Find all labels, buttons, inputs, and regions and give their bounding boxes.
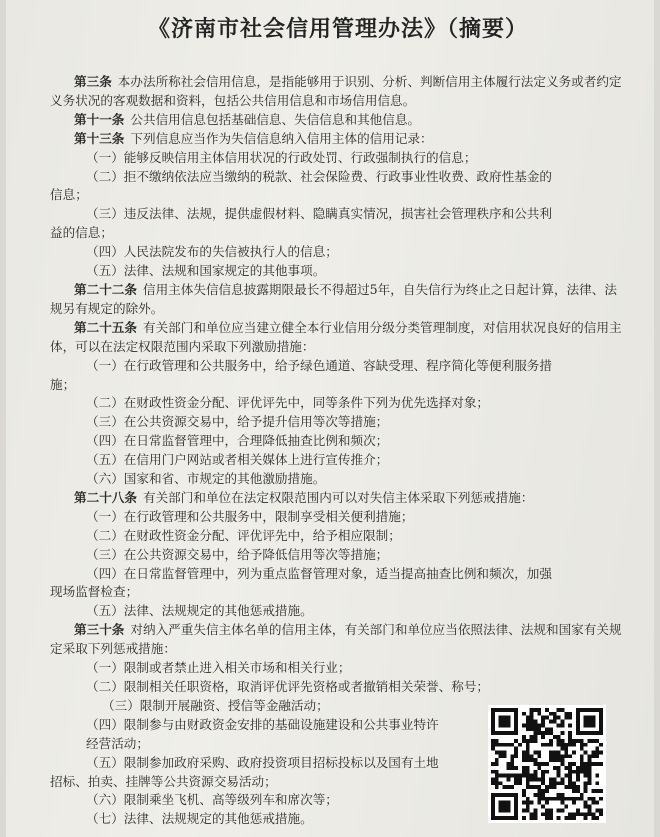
article-label: 第十一条 <box>74 111 125 127</box>
list-item-continuation: 现场监督检查； <box>50 584 139 600</box>
list-item-continuation: 招标、拍卖、挂牌等公共资源交易活动； <box>50 773 277 789</box>
list-item: （一）限制或者禁止进入相关市场和相关行业； <box>86 660 351 676</box>
article-text: 公共信用信息包括基础信息、失信信息和其他信息。 <box>130 111 421 127</box>
document-page <box>6 0 654 837</box>
list-item: （七）法律、法规规定的其他惩戒措施。 <box>86 811 313 827</box>
list-item-continuation: 益的信息； <box>50 225 113 241</box>
list-item: （二）在财政性资金分配、评优评先中，给予相应限制； <box>86 527 401 543</box>
article-22 <box>50 281 626 319</box>
article-label: 第三条 <box>74 74 112 89</box>
list-item: （五）限制参加政府采购、政府投资项目招标投标以及国有土地 <box>86 754 439 770</box>
list-item: （四）人民法院发布的失信被执行人的信息； <box>86 244 338 260</box>
list-item: （五）法律、法规和国家规定的其他事项。 <box>86 263 326 279</box>
article-text: 信用主体失信信息披露期限最长不得超过5年，自失信行为终止之日起计算，法律、法规另有规定的除外。 <box>50 281 617 316</box>
list-item: （二）在财政性资金分配、评优评先中，同等条件下列为优先选择对象； <box>86 395 489 411</box>
article-28 <box>50 489 626 508</box>
article-text: 有关部门和单位在法定权限范围内可以对失信主体采取下列惩戒措施： <box>142 489 534 505</box>
article-label: 第十三条 <box>74 130 125 146</box>
article-30 <box>50 621 626 659</box>
list-item: （一）在行政管理和公共服务中，限制享受相关便利措施； <box>86 508 414 524</box>
article-text: 下列信息应当作为失信信息纳入信用主体的信用记录： <box>130 130 433 146</box>
list-item: （五）在信用门户网站或者相关媒体上进行宣传推介； <box>86 452 389 468</box>
list-item: （三）在公共资源交易中，给予降低信用等次等措施； <box>86 546 389 562</box>
document-title: 《济南市社会信用管理办法》（摘要） <box>147 16 528 42</box>
article-label: 第二十二条 <box>74 281 137 297</box>
article-13 <box>50 130 626 149</box>
qr-code-icon <box>488 705 606 823</box>
list-item: （六）限制乘坐飞机、高等级列车和席次等； <box>86 792 338 808</box>
article-3 <box>50 73 626 111</box>
list-item: （三）违反法律、法规，提供虚假材料、隐瞒真实情况，损害社会管理秩序和公共利 <box>86 206 552 222</box>
article-label: 第三十条 <box>74 622 125 638</box>
article-text: 对纳入严重失信主体名单的信用主体，有关部门和单位应当依照法律、法规和国家有关规定采取下列惩戒措施： <box>50 622 622 657</box>
list-item: （一）能够反映信用主体信用状况的行政处罚、行政强制执行的信息； <box>86 149 477 165</box>
article-label: 第二十五条 <box>74 319 137 335</box>
list-item: （一）在行政管理和公共服务中，给予绿色通道、容缺受理、程序简化等便利服务措 <box>86 357 552 373</box>
list-item: （三）在公共资源交易中，给予提升信用等次等措施； <box>86 414 389 430</box>
list-item: （五）法律、法规规定的其他惩戒措施。 <box>86 603 313 619</box>
list-item: （四）在日常监督管理中，合理降低抽查比例和频次； <box>86 433 389 449</box>
article-text: 有关部门和单位应当建立健全本行业信用分级分类管理制度，对信用状况良好的信用主体，可以在法定权限范围内采取下列激励措施： <box>50 319 622 354</box>
article-text: 本办法所称社会信用信息，是指能够用于识别、分析、判断信用主体履行法定义务或者约定义务状况的客观数据和资料，包括公共信用信息和市场信用信息。 <box>50 74 622 108</box>
list-item: （三）限制开展融资、授信等金融活动； <box>102 697 329 713</box>
list-item: （六）国家和省、市规定的其他激励措施。 <box>86 471 326 487</box>
list-item: （二）拒不缴纳依法应当缴纳的税款、社会保险费、行政事业性收费、政府性基金的 <box>86 168 552 184</box>
list-item: （四）限制参与由财政资金安排的基础设施建设和公共事业特许 <box>86 716 439 732</box>
list-item-continuation: 经营活动； <box>86 735 149 751</box>
list-item: （二）限制相关任职资格，取消评优评先资格或者撤销相关荣誉、称号； <box>86 679 489 694</box>
article-11 <box>50 111 626 130</box>
list-item: （四）在日常监督管理中，列为重点监督管理对象，适当提高抽查比例和频次，加强 <box>86 565 552 581</box>
list-item-continuation: 施； <box>50 376 76 392</box>
article-25 <box>50 319 626 357</box>
article-label: 第二十八条 <box>74 489 137 505</box>
list-item-continuation: 信息； <box>50 187 88 203</box>
